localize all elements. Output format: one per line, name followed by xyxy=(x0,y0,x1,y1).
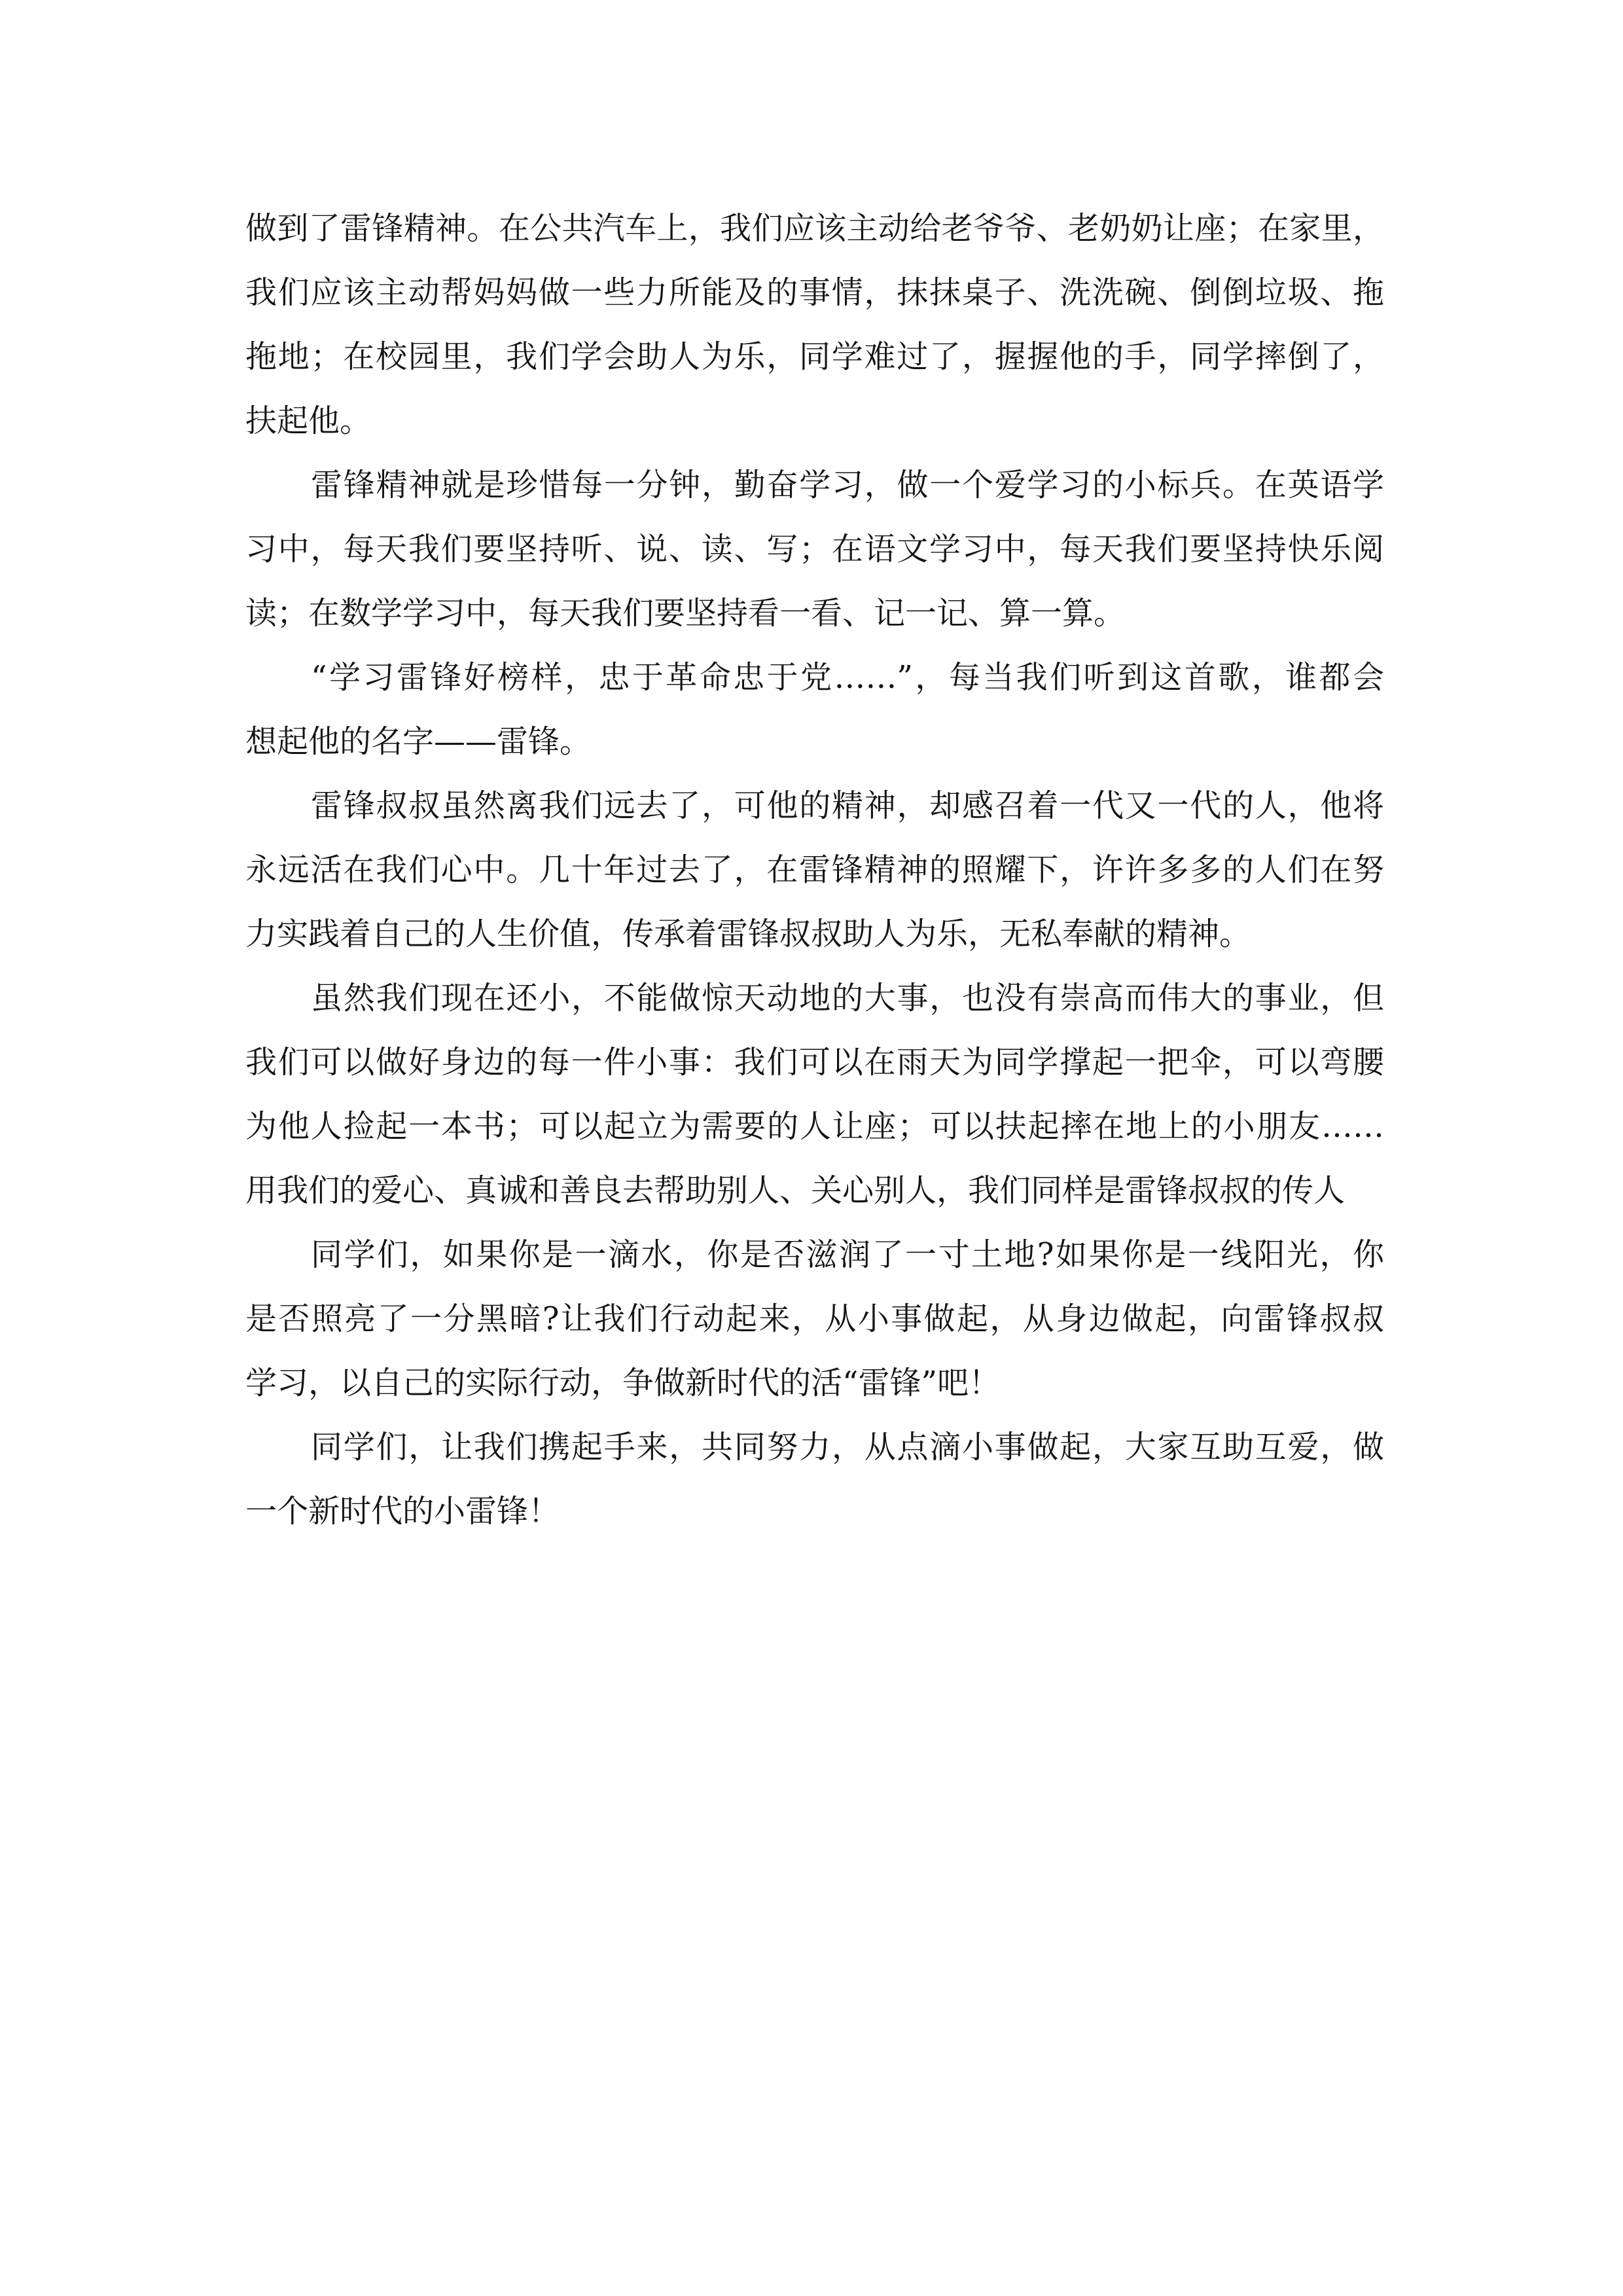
text-line: 为他人捡起一本书；可以起立为需要的人让座；可以扶起摔在地上的小朋友…… xyxy=(245,1108,1384,1145)
paragraph xyxy=(245,1415,1384,1543)
document-body xyxy=(245,196,1384,1543)
text-line: 想起他的名字——雷锋。 xyxy=(245,723,592,760)
text-line: 同学们，让我们携起手来，共同努力，从点滴小事做起，大家互助互爱，做 xyxy=(311,1429,1384,1465)
text-line: 扶起他。 xyxy=(245,403,372,439)
text-line: 雷锋精神就是珍惜每一分钟，勤奋学习，做一个爱学习的小标兵。在英语学 xyxy=(311,467,1384,503)
text-line: 雷锋叔叔虽然离我们远去了，可他的精神，却感召着一代又一代的人，他将 xyxy=(311,787,1384,824)
text-line: 习中，每天我们要坚持听、说、读、写；在语文学习中，每天我们要坚持快乐阅 xyxy=(245,531,1384,567)
text-line: 虽然我们现在还小，不能做惊天动地的大事，也没有崇高而伟大的事业，但 xyxy=(311,980,1384,1016)
text-line: 永远活在我们心中。几十年过去了，在雷锋精神的照耀下，许许多多的人们在努 xyxy=(245,852,1384,888)
text-line: 我们可以做好身边的每一件小事：我们可以在雨天为同学撑起一把伞，可以弯腰 xyxy=(245,1044,1384,1081)
paragraph xyxy=(245,774,1384,966)
text-line: 力实践着自己的人生价值，传承着雷锋叔叔助人为乐，无私奉献的精神。 xyxy=(245,916,1251,952)
text-line: 我们应该主动帮妈妈做一些力所能及的事情，抹抹桌子、洗洗碗、倒倒垃圾、拖 xyxy=(245,274,1384,311)
paragraph xyxy=(245,645,1384,774)
text-line: “学习雷锋好榜样，忠于革命忠于党……”，每当我们听到这首歌，谁都会 xyxy=(311,659,1384,696)
paragraph xyxy=(245,1223,1384,1415)
text-line: 读；在数学学习中，每天我们要坚持看一看、记一记、算一算。 xyxy=(245,595,1126,632)
text-line: 学习，以自己的实际行动，争做新时代的活“雷锋”吧！ xyxy=(245,1365,1001,1401)
text-line: 做到了雷锋精神。在公共汽车上，我们应该主动给老爷爷、老奶奶让座；在家里， xyxy=(245,210,1384,247)
text-line: 同学们，如果你是一滴水，你是否滋润了一寸土地?如果你是一线阳光，你 xyxy=(311,1236,1384,1273)
text-line: 拖地；在校园里，我们学会助人为乐，同学难过了，握握他的手，同学摔倒了， xyxy=(245,338,1384,375)
paragraph xyxy=(245,196,1384,453)
paragraph xyxy=(245,453,1384,645)
text-line: 用我们的爱心、真诚和善良去帮助别人、关心别人，我们同样是雷锋叔叔的传人 xyxy=(245,1172,1346,1209)
text-line: 是否照亮了一分黑暗?让我们行动起来，从小事做起，从身边做起，向雷锋叔叔 xyxy=(245,1300,1384,1337)
text-line: 一个新时代的小雷锋！ xyxy=(245,1493,560,1530)
paragraph xyxy=(245,966,1384,1223)
